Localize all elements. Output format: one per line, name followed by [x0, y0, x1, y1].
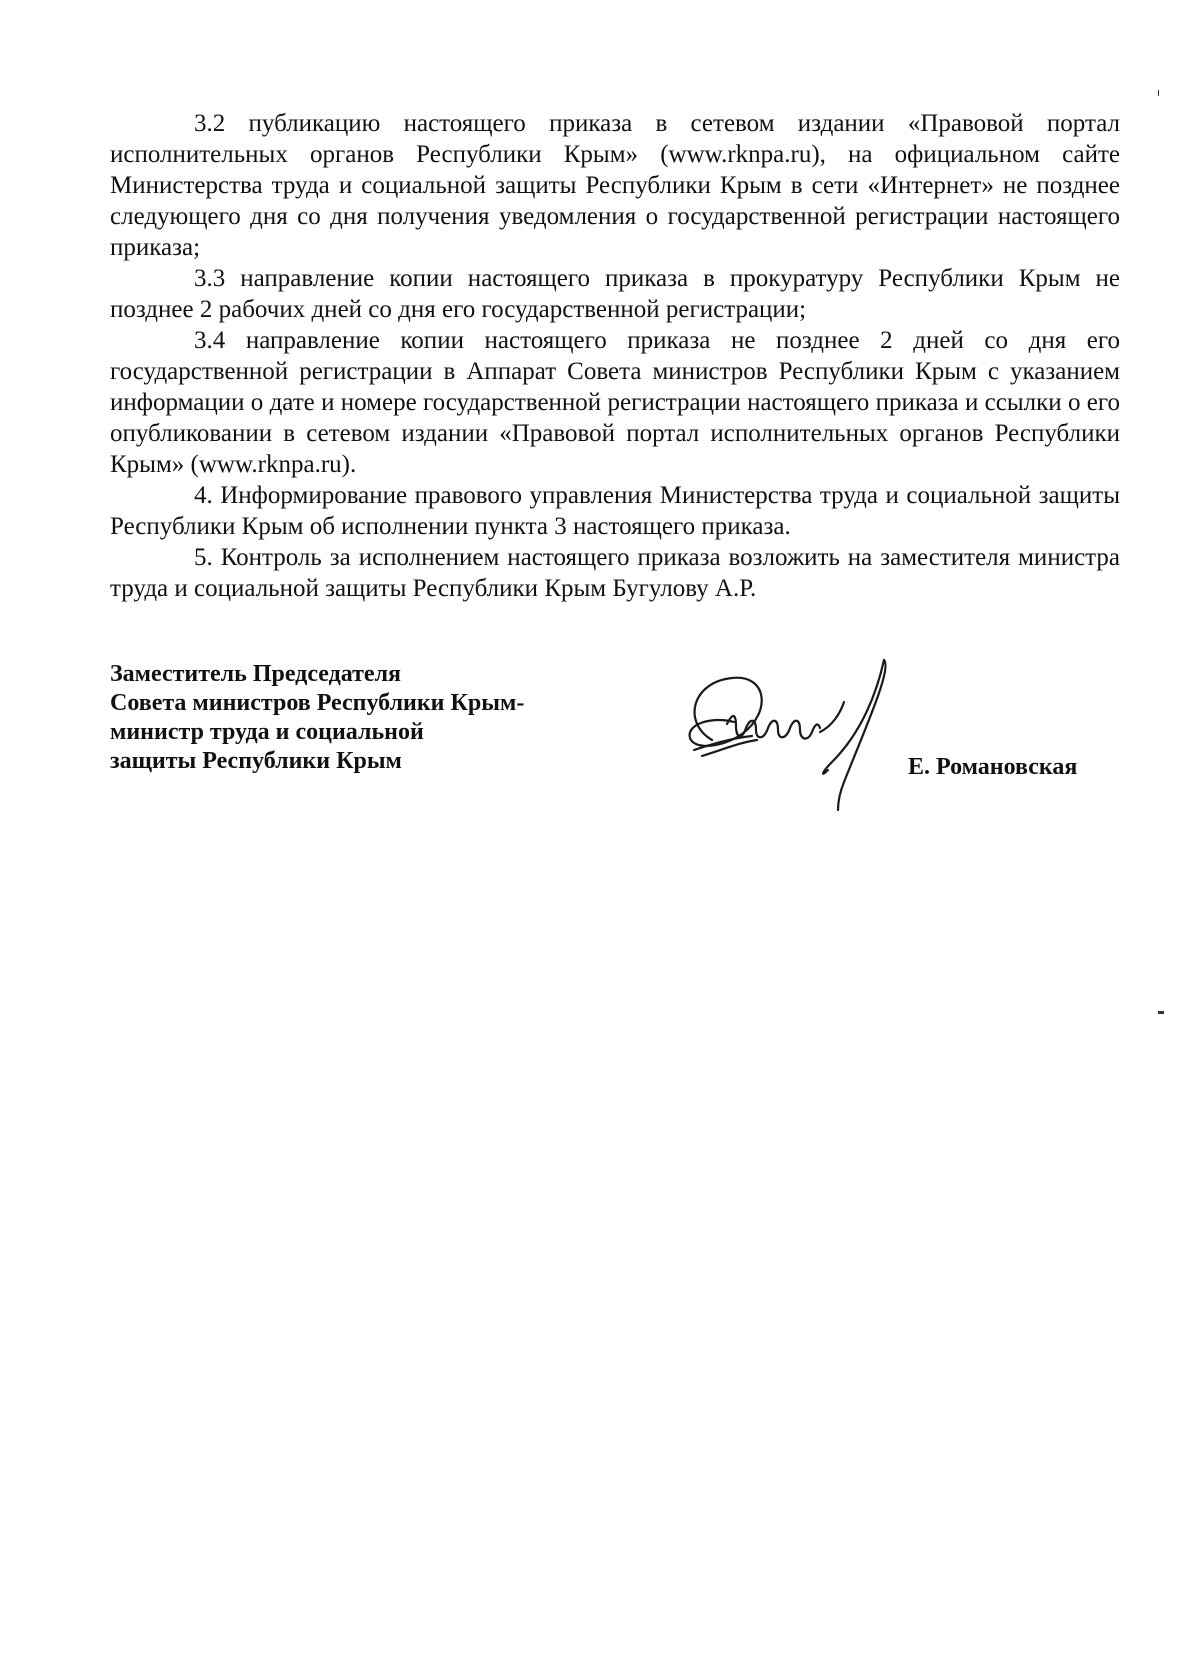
handwritten-signature — [672, 652, 912, 812]
signatory-title-line: защиты Республики Крым — [110, 748, 402, 774]
document-body — [110, 108, 1120, 604]
scan-speck — [1158, 1011, 1164, 1014]
paragraph-3-3: 3.3 направление копии настоящего приказа в прокуратуру Республики Крым не позднее 2 рабочих дней со дня его государственной регистрации; — [110, 265, 1120, 323]
paragraph-5: 5. Контроль за исполнением настоящего приказа возложить на заместителя министра труда и социальной защиты Республики Крым Бугулову А.Р. — [110, 544, 1120, 602]
signer-name: Е. Романовская — [908, 754, 1078, 780]
scan-speck — [1158, 90, 1159, 96]
paragraph-3-4: 3.4 направление копии настоящего приказа не позднее 2 дней со дня его государственной регистрации в Аппарат Совета министров Республики Крым с указанием информации о дате и номере государственной регистрации настоящего приказа и ссылки о его опубликовании в сетевом издании «Правовой портал исполнительных органов Республики Крым» (www.rknpa.ru). — [110, 327, 1120, 478]
signatory-title-line: Заместитель Председателя — [110, 661, 402, 687]
signatory-title — [110, 660, 524, 776]
paragraph-3-2: 3.2 публикацию настоящего приказа в сетевом издании «Правовой портал исполнительных органов Республики Крым» (www.rknpa.ru), на официальном сайте Министерства труда и социальной защиты Республики Крым в сети «Интернет» не позднее следующего дня со дня получения уведомления о государственной регистрации настоящего приказа; — [110, 110, 1120, 261]
paragraph-4: 4. Информирование правового управления Министерства труда и социальной защиты Республики Крым об исполнении пункта 3 настоящего приказа. — [110, 482, 1120, 540]
signatory-title-line: Совета министров Республики Крым- — [110, 690, 525, 716]
signatory-title-line: министр труда и социальной — [110, 719, 424, 745]
